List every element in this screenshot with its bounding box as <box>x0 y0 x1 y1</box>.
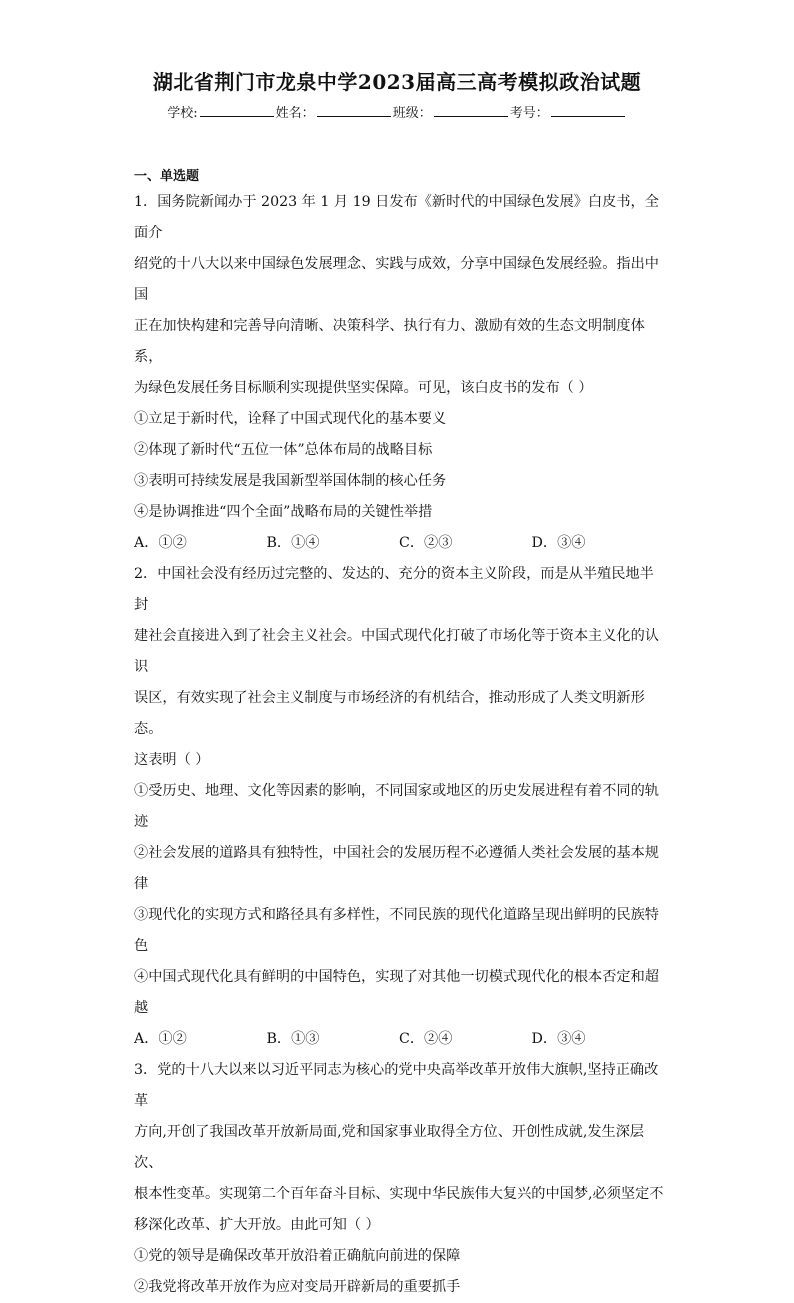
q3-stem-line: 移深化改革、扩大开放。由此可知（ ） <box>134 1217 380 1233</box>
q2-option-a[interactable]: A．①② <box>134 1031 187 1047</box>
q1-statement: ②体现了新时代“五位一体”总体布局的战略目标 <box>134 442 433 458</box>
q2-options <box>134 1024 664 1055</box>
q1-stem-line: 正在加快构建和完善导向清晰、决策科学、执行有力、激励有效的生态文明制度体系， <box>134 318 645 365</box>
q2-option-c[interactable]: C．②④ <box>399 1031 453 1047</box>
q3-stem-line: 方向,开创了我国改革开放新局面,党和国家事业取得全方位、开创性成就,发生深层次、 <box>134 1124 645 1171</box>
exam-no-blank[interactable] <box>551 104 625 117</box>
school-label: 学校: <box>167 106 198 121</box>
q2-statement: 越 <box>134 1000 149 1016</box>
q2-statement: ①受历史、地理、文化等因素的影响，不同国家或地区的历史发展进程有着不同的轨 <box>134 783 659 799</box>
q2-statement: 色 <box>134 938 149 954</box>
school-blank[interactable] <box>200 104 274 117</box>
page-title: 湖北省荆门市龙泉中学2023届高三高考模拟政治试题 <box>152 70 642 94</box>
q2-stem-line: 这表明（ ） <box>134 752 210 768</box>
class-blank[interactable] <box>434 104 508 117</box>
q2-option-b[interactable]: B．①③ <box>266 1031 320 1047</box>
q2-statement: ②社会发展的道路具有独特性，中国社会的发展历程不必遵循人类社会发展的基本规 <box>134 845 659 861</box>
q1-statement: ③表明可持续发展是我国新型举国体制的核心任务 <box>134 473 447 489</box>
q2-statement: ③现代化的实现方式和路径具有多样性，不同民族的现代化道路呈现出鲜明的民族特 <box>134 907 659 923</box>
q2-stem-line: 2．中国社会没有经历过完整的、发达的、充分的资本主义阶段，而是从半殖民地半封 <box>134 566 654 613</box>
q1-option-d[interactable]: D．③④ <box>531 535 586 551</box>
q1-stem-line: 绍党的十八大以来中国绿色发展理念、实践与成效，分享中国绿色发展经验。指出中国 <box>134 256 659 303</box>
q3-stem-line: 根本性变革。实现第二个百年奋斗目标、实现中华民族伟大复兴的中国梦,必须坚定不 <box>134 1186 664 1202</box>
q1-option-b[interactable]: B．①④ <box>266 535 320 551</box>
q3-statement: ②我党将改革开放作为应对变局开辟新局的重要抓手 <box>134 1279 461 1295</box>
q3-statement: ①党的领导是确保改革开放沿着正确航向前进的保障 <box>134 1248 461 1264</box>
q1-stem-line: 1．国务院新闻办于 2023 年 1 月 19 日发布《新时代的中国绿色发展》白皮书，全面介 <box>134 194 659 241</box>
student-info-line <box>0 102 794 121</box>
questions <box>134 187 664 1303</box>
class-label: 班级： <box>392 106 432 121</box>
section-heading: 一、单选题 <box>134 169 200 184</box>
q1-statement: ①立足于新时代，诠释了中国式现代化的基本要义 <box>134 411 447 427</box>
q1-options <box>134 528 664 559</box>
q2-option-d[interactable]: D．③④ <box>531 1031 586 1047</box>
exam-no-label: 考号： <box>509 106 549 121</box>
q2-stem-line: 误区，有效实现了社会主义制度与市场经济的有机结合，推动形成了人类文明新形态。 <box>134 690 645 737</box>
q2-statement: 迹 <box>134 814 149 830</box>
q1-statement: ④是协调推进“四个全面”战略布局的关键性举措 <box>134 504 433 520</box>
name-label: 姓名： <box>275 106 315 121</box>
q1-stem-line: 为绿色发展任务目标顺利实现提供坚实保障。可见，该白皮书的发布（ ） <box>134 380 593 396</box>
q1-option-c[interactable]: C．②③ <box>399 535 453 551</box>
q3-stem-line: 3．党的十八大以来以习近平同志为核心的党中央高举改革开放伟大旗帜,坚持正确改革 <box>134 1062 659 1109</box>
name-blank[interactable] <box>317 104 391 117</box>
q2-stem-line: 建社会直接进入到了社会主义社会。中国式现代化打破了市场化等于资本主义化的认识 <box>134 628 659 675</box>
q2-statement: 律 <box>134 876 149 892</box>
q1-option-a[interactable]: A．①② <box>134 535 187 551</box>
q2-statement: ④中国式现代化具有鲜明的中国特色，实现了对其他一切模式现代化的根本否定和超 <box>134 969 659 985</box>
